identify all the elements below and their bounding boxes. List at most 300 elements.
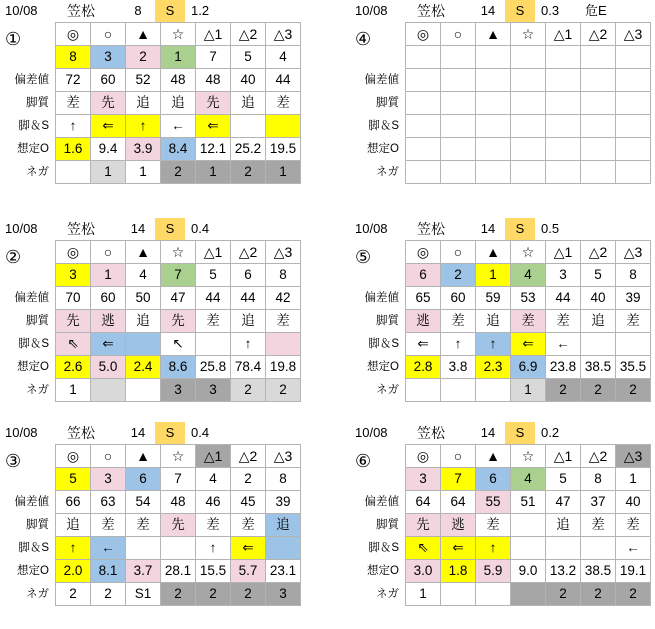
row-label: 想定O — [367, 565, 399, 577]
venue-name: 笠松 — [417, 3, 445, 19]
grid-cell — [511, 583, 546, 606]
grid-cell: 8.6 — [161, 356, 196, 379]
grid-cell: 3 — [546, 264, 581, 287]
grid-cell: 1 — [476, 264, 511, 287]
data-row — [406, 310, 651, 333]
data-row — [56, 379, 301, 402]
panel-number: ② — [5, 247, 22, 267]
grid-cell: 2 — [266, 379, 301, 402]
grid-cell: 2 — [231, 161, 266, 184]
row-label: 脚質 — [376, 97, 399, 109]
grid-cell: 4 — [511, 468, 546, 491]
grid-cell: 5 — [196, 264, 231, 287]
grid-cell — [406, 138, 441, 161]
grade-badge: S — [505, 0, 535, 22]
grid-cell — [441, 161, 476, 184]
grid-cell — [546, 161, 581, 184]
venue-name: 笠松 — [417, 425, 445, 441]
grid-cell: 5.9 — [476, 560, 511, 583]
grid-cell: 3.7 — [126, 560, 161, 583]
data-row — [56, 92, 301, 115]
grid-cell: 1 — [196, 161, 231, 184]
grid-cell: ⇐ — [196, 115, 231, 138]
grid-cell: ↑ — [126, 115, 161, 138]
grid-cell — [266, 537, 301, 560]
grid-cell: 19.5 — [266, 138, 301, 161]
panel-header — [355, 0, 655, 22]
grid-cell — [406, 92, 441, 115]
panel-header — [5, 0, 320, 22]
grid-cell — [546, 115, 581, 138]
grid-cell: 差 — [266, 310, 301, 333]
panel-number: ④ — [355, 29, 372, 49]
mark-cell: ◎ — [56, 23, 91, 46]
row-label: ネガ — [26, 588, 49, 600]
grid-cell — [56, 161, 91, 184]
grid-cell: 2.0 — [56, 560, 91, 583]
grid-cell: 1 — [91, 264, 126, 287]
grid-cell: 3 — [91, 46, 126, 69]
grid-cell: 2 — [231, 468, 266, 491]
data-row — [406, 264, 651, 287]
race-number: 14 — [130, 425, 146, 440]
grid-cell: 追 — [266, 514, 301, 537]
grid-cell: 8 — [266, 468, 301, 491]
data-row — [56, 560, 301, 583]
data-row — [56, 115, 301, 138]
grid-cell: 1 — [511, 379, 546, 402]
grid-cell: 差 — [616, 310, 651, 333]
data-row — [406, 46, 651, 69]
grid-cell: 47 — [161, 287, 196, 310]
grid-cell: 1.8 — [441, 560, 476, 583]
panel-number: ③ — [5, 451, 22, 471]
grid-cell — [476, 46, 511, 69]
grid-cell: 差 — [476, 514, 511, 537]
grid-cell: 5 — [231, 46, 266, 69]
grid-cell: 42 — [266, 287, 301, 310]
race-number: 8 — [134, 3, 142, 18]
mark-cell: ▲ — [476, 23, 511, 46]
grid-cell — [511, 115, 546, 138]
row-label: 脚＆S — [18, 338, 49, 350]
grid-cell: ↑ — [476, 333, 511, 356]
grid-cell — [441, 138, 476, 161]
race-panel — [5, 0, 320, 205]
grid-cell: 2 — [231, 379, 266, 402]
grid-cell — [546, 537, 581, 560]
grid-cell: 8 — [616, 264, 651, 287]
row-label: 脚＆S — [18, 542, 49, 554]
grid-cell: 2.3 — [476, 356, 511, 379]
mark-cell: ○ — [441, 241, 476, 264]
grid-cell — [161, 537, 196, 560]
grid-cell: 6 — [476, 468, 511, 491]
mark-cell: ▲ — [126, 445, 161, 468]
race-panel — [355, 218, 655, 423]
horse-grid — [405, 240, 651, 402]
mark-cell: ◎ — [56, 445, 91, 468]
mark-cell: ☆ — [511, 445, 546, 468]
grid-cell: 46 — [196, 491, 231, 514]
grid-cell — [511, 69, 546, 92]
row-label: 偏差値 — [14, 292, 49, 304]
grid-cell: ⇐ — [91, 333, 126, 356]
grid-cell: 64 — [441, 491, 476, 514]
grid-cell — [441, 46, 476, 69]
grid-cell: 6 — [231, 264, 266, 287]
row-label: 脚質 — [376, 519, 399, 531]
grid-cell: 追 — [231, 310, 266, 333]
grid-cell: 1 — [406, 583, 441, 606]
grid-cell: 50 — [126, 287, 161, 310]
row-label: 脚質 — [26, 315, 49, 327]
grid-cell: 2 — [581, 583, 616, 606]
grid-cell: ⇐ — [441, 537, 476, 560]
grid-cell — [511, 514, 546, 537]
data-row — [56, 161, 301, 184]
grid-cell — [476, 92, 511, 115]
mark-cell: △2 — [231, 23, 266, 46]
grid-cell — [616, 138, 651, 161]
grid-cell: 1.6 — [56, 138, 91, 161]
race-date: 10/08 — [355, 3, 388, 18]
index-value: 0.4 — [191, 425, 210, 440]
grid-cell: 23.8 — [546, 356, 581, 379]
index-value: 0.5 — [541, 221, 560, 236]
grid-cell: 13.2 — [546, 560, 581, 583]
grid-cell: ↑ — [476, 537, 511, 560]
grid-cell: 23.1 — [266, 560, 301, 583]
grid-cell: 5.7 — [231, 560, 266, 583]
mark-cell: ☆ — [161, 23, 196, 46]
grid-cell: 2 — [441, 264, 476, 287]
grid-cell: 53 — [511, 287, 546, 310]
row-label: 脚質 — [26, 519, 49, 531]
mark-cell: ▲ — [126, 241, 161, 264]
grid-cell: ↑ — [231, 333, 266, 356]
grid-cell: 19.8 — [266, 356, 301, 379]
grid-cell — [266, 115, 301, 138]
race-date: 10/08 — [5, 3, 38, 18]
mark-cell: △1 — [546, 241, 581, 264]
mark-cell: △1 — [196, 23, 231, 46]
grid-cell: 44 — [196, 287, 231, 310]
grid-cell: 8.1 — [91, 560, 126, 583]
grid-cell: 追 — [161, 92, 196, 115]
mark-cell: ○ — [91, 23, 126, 46]
grid-cell — [616, 92, 651, 115]
mark-cell: △1 — [196, 241, 231, 264]
grid-cell: 5 — [581, 264, 616, 287]
row-label: 偏差値 — [14, 74, 49, 86]
grid-cell: 3.8 — [441, 356, 476, 379]
grid-cell — [616, 333, 651, 356]
race-number: 14 — [480, 3, 496, 18]
grid-cell — [196, 333, 231, 356]
grid-cell: 4 — [266, 46, 301, 69]
mark-cell: ▲ — [126, 23, 161, 46]
grid-cell — [441, 583, 476, 606]
data-row — [56, 310, 301, 333]
mark-cell: ☆ — [511, 241, 546, 264]
grid-cell — [581, 46, 616, 69]
grid-cell — [406, 46, 441, 69]
data-row — [56, 537, 301, 560]
mark-row — [406, 445, 651, 468]
race-date: 10/08 — [355, 221, 388, 236]
grid-cell: 差 — [196, 514, 231, 537]
grid-cell: ⇖ — [56, 333, 91, 356]
mark-cell: △3 — [616, 445, 651, 468]
grid-cell: 48 — [196, 69, 231, 92]
grid-cell — [476, 69, 511, 92]
mark-cell: △1 — [546, 23, 581, 46]
grade-badge: S — [155, 422, 185, 444]
grid-cell: 3 — [91, 468, 126, 491]
grid-cell: 2 — [231, 583, 266, 606]
grid-cell — [581, 333, 616, 356]
mark-cell: ◎ — [406, 241, 441, 264]
panel-number: ⑤ — [355, 247, 372, 267]
grid-cell: 差 — [441, 310, 476, 333]
grid-cell: 5 — [56, 468, 91, 491]
grid-cell — [581, 115, 616, 138]
mark-cell: △2 — [581, 241, 616, 264]
grid-cell: 先 — [406, 514, 441, 537]
data-row — [406, 491, 651, 514]
race-panel — [355, 422, 655, 627]
grid-cell: 44 — [266, 69, 301, 92]
grade-badge: S — [505, 422, 535, 444]
race-number: 14 — [130, 221, 146, 236]
grid-cell: 59 — [476, 287, 511, 310]
race-date: 10/08 — [5, 425, 38, 440]
race-panel — [355, 0, 655, 205]
grid-cell: 3 — [161, 379, 196, 402]
grid-cell: 40 — [616, 491, 651, 514]
mark-row — [56, 23, 301, 46]
grid-cell — [581, 537, 616, 560]
mark-row — [56, 241, 301, 264]
row-label: 想定O — [17, 143, 49, 155]
grid-cell — [581, 69, 616, 92]
grid-cell — [546, 46, 581, 69]
grid-cell: 28.1 — [161, 560, 196, 583]
row-label: 偏差値 — [364, 496, 399, 508]
grid-cell: 追 — [56, 514, 91, 537]
grid-cell: 7 — [441, 468, 476, 491]
grid-cell: 7 — [161, 264, 196, 287]
grid-cell — [476, 583, 511, 606]
grid-cell: 40 — [581, 287, 616, 310]
grid-cell: 65 — [406, 287, 441, 310]
data-row — [406, 161, 651, 184]
race-number: 14 — [480, 221, 496, 236]
grid-cell: 先 — [91, 92, 126, 115]
grid-cell: 1 — [266, 161, 301, 184]
index-value: 0.2 — [541, 425, 560, 440]
grid-cell: 追 — [126, 92, 161, 115]
grid-cell: 55 — [476, 491, 511, 514]
grid-cell: 48 — [161, 69, 196, 92]
mark-cell: ○ — [441, 23, 476, 46]
row-label: 偏差値 — [364, 292, 399, 304]
mark-cell: ○ — [91, 445, 126, 468]
grid-cell: 追 — [581, 310, 616, 333]
grid-cell: 9.0 — [511, 560, 546, 583]
grid-cell: ← — [546, 333, 581, 356]
row-label: 想定O — [367, 143, 399, 155]
grid-cell: 25.2 — [231, 138, 266, 161]
grid-cell: 2 — [161, 583, 196, 606]
grid-cell: 差 — [231, 514, 266, 537]
grade-badge: S — [155, 218, 185, 240]
race-panel — [5, 422, 320, 627]
horse-grid — [55, 22, 301, 184]
mark-cell: △3 — [266, 445, 301, 468]
grid-cell: 52 — [126, 69, 161, 92]
grid-cell: 4 — [511, 264, 546, 287]
grid-cell — [441, 115, 476, 138]
grid-cell: 1 — [56, 379, 91, 402]
mark-cell: ◎ — [406, 445, 441, 468]
grid-cell — [441, 379, 476, 402]
grid-cell — [406, 161, 441, 184]
mark-cell: ○ — [91, 241, 126, 264]
grid-cell: 差 — [56, 92, 91, 115]
grid-cell: ⇖ — [406, 537, 441, 560]
row-label: 脚＆S — [18, 120, 49, 132]
grid-cell: S1 — [126, 583, 161, 606]
grid-cell — [616, 115, 651, 138]
grid-cell: 39 — [266, 491, 301, 514]
mark-row — [406, 23, 651, 46]
data-row — [406, 514, 651, 537]
grid-cell: 2 — [196, 583, 231, 606]
grid-cell: 66 — [56, 491, 91, 514]
grid-cell — [476, 161, 511, 184]
grid-cell — [616, 161, 651, 184]
grid-cell: 3 — [196, 379, 231, 402]
index-value: 0.4 — [191, 221, 210, 236]
grid-cell: 3 — [56, 264, 91, 287]
grid-cell: 2 — [546, 379, 581, 402]
grid-cell: 45 — [231, 491, 266, 514]
data-row — [406, 92, 651, 115]
row-label: 偏差値 — [364, 74, 399, 86]
grid-cell: 2.4 — [126, 356, 161, 379]
mark-row — [56, 445, 301, 468]
grid-cell: 2.6 — [56, 356, 91, 379]
data-row — [406, 560, 651, 583]
grid-cell: 8 — [581, 468, 616, 491]
panel-number: ⑥ — [355, 451, 372, 471]
data-row — [406, 333, 651, 356]
mark-cell: △3 — [266, 241, 301, 264]
grid-cell — [91, 379, 126, 402]
grid-cell — [126, 537, 161, 560]
grid-cell — [581, 138, 616, 161]
grid-cell: 先 — [161, 310, 196, 333]
mark-cell: △1 — [546, 445, 581, 468]
grid-cell: 3 — [406, 468, 441, 491]
grid-cell: 2 — [126, 46, 161, 69]
grid-cell — [581, 161, 616, 184]
venue-name: 笠松 — [417, 221, 445, 237]
grid-cell: 2 — [161, 161, 196, 184]
grid-cell: ↑ — [441, 333, 476, 356]
mark-cell: ◎ — [406, 23, 441, 46]
data-row — [56, 356, 301, 379]
grid-cell: 2 — [616, 583, 651, 606]
row-label: 脚＆S — [368, 542, 399, 554]
grid-cell: 差 — [581, 514, 616, 537]
grid-cell: ↑ — [196, 537, 231, 560]
grid-cell: 3 — [266, 583, 301, 606]
panel-number: ① — [5, 29, 22, 49]
grid-cell: ⇐ — [511, 333, 546, 356]
venue-name: 笠松 — [67, 221, 95, 237]
data-row — [406, 583, 651, 606]
grid-cell — [126, 379, 161, 402]
grid-cell: ↖ — [161, 333, 196, 356]
horse-grid — [55, 240, 301, 402]
data-row — [56, 138, 301, 161]
venue-name: 笠松 — [67, 425, 95, 441]
grid-cell: 8.4 — [161, 138, 196, 161]
grid-cell: ⇐ — [406, 333, 441, 356]
venue-name: 笠松 — [67, 3, 95, 19]
grid-cell: 2 — [581, 379, 616, 402]
grid-cell: 1 — [161, 46, 196, 69]
row-label: 脚質 — [376, 315, 399, 327]
grid-cell: 19.1 — [616, 560, 651, 583]
grade-badge: S — [155, 0, 185, 22]
grid-cell: 2 — [56, 583, 91, 606]
race-panel — [5, 218, 320, 423]
grid-cell — [476, 115, 511, 138]
grid-cell: 39 — [616, 287, 651, 310]
grid-cell: ← — [616, 537, 651, 560]
data-row — [406, 69, 651, 92]
grid-cell: 78.4 — [231, 356, 266, 379]
grid-cell: 54 — [126, 491, 161, 514]
grid-cell — [581, 92, 616, 115]
grid-cell: 3.0 — [406, 560, 441, 583]
data-row — [56, 264, 301, 287]
grid-cell: 5 — [546, 468, 581, 491]
grid-cell: 追 — [231, 92, 266, 115]
row-label: 想定O — [367, 361, 399, 373]
grid-cell: 60 — [441, 287, 476, 310]
grid-cell — [406, 69, 441, 92]
grid-cell — [546, 92, 581, 115]
grid-cell — [616, 46, 651, 69]
index-value: 0.3 — [541, 3, 560, 18]
grid-cell — [266, 333, 301, 356]
grid-cell: 47 — [546, 491, 581, 514]
grid-cell: 1 — [91, 161, 126, 184]
grid-cell: 6.9 — [511, 356, 546, 379]
grade-badge: S — [505, 218, 535, 240]
mark-cell: ◎ — [56, 241, 91, 264]
grid-cell: 7 — [196, 46, 231, 69]
race-date: 10/08 — [5, 221, 38, 236]
grid-cell — [406, 379, 441, 402]
mark-cell: ○ — [441, 445, 476, 468]
grid-cell: 5.0 — [91, 356, 126, 379]
